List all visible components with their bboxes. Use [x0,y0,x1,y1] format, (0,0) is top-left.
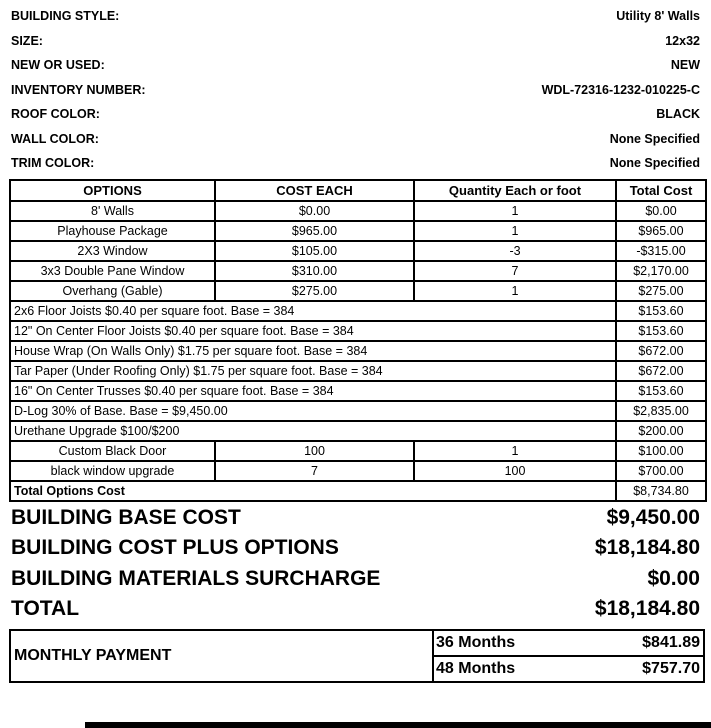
summary-value: $18,184.80 [594,597,700,621]
table-row [10,241,706,261]
info-label: SIZE: [11,33,43,48]
option-description-cell: 2x6 Floor Joists $0.40 per square foot. Base = 384 [10,301,616,321]
total-cost-cell: $153.60 [616,381,706,401]
cost-each-cell: $105.00 [215,241,414,261]
cost-each-cell: $275.00 [215,281,414,301]
total-options-cost-row [10,481,706,501]
info-value: None Specified [609,131,700,146]
option-cell: 3x3 Double Pane Window [10,261,215,281]
monthly-payment-label: MONTHLY PAYMENT [10,630,433,682]
option-description-cell: Tar Paper (Under Roofing Only) $1.75 per square foot. Base = 384 [10,361,616,381]
option-cell: Overhang (Gable) [10,281,215,301]
summary-value: $9,450.00 [606,505,700,529]
total-options-cost-value: $8,734.80 [616,481,706,501]
cost-each-cell: 7 [215,461,414,481]
cost-each-cell: 100 [215,441,414,461]
total-cost-cell: $672.00 [616,341,706,361]
option-cell: 2X3 Window [10,241,215,261]
monthly-payment-table [9,629,705,683]
summary-label: BUILDING MATERIALS SURCHARGE [11,566,381,590]
table-row [10,301,706,321]
total-cost-cell: $672.00 [616,361,706,381]
info-row-roof-color [11,102,700,127]
total-cost-cell: $200.00 [616,421,706,441]
total-options-cost-label: Total Options Cost [10,481,616,501]
option-cell: Playhouse Package [10,221,215,241]
info-label: NEW OR USED: [11,58,105,73]
bottom-partial-rule [85,722,711,728]
option-description-cell: Urethane Upgrade $100/$200 [10,421,616,441]
total-cost-cell: $700.00 [616,461,706,481]
option-description-cell: D-Log 30% of Base. Base = $9,450.00 [10,401,616,421]
table-row [10,461,706,481]
summary-label: BUILDING COST PLUS OPTIONS [11,536,339,560]
summary-row-cost-plus-options [11,533,700,564]
summary-value: $18,184.80 [594,536,700,560]
table-row [10,321,706,341]
table-row [10,441,706,461]
quantity-cell: 100 [414,461,616,481]
quantity-cell: 1 [414,281,616,301]
option-description-cell: 12" On Center Floor Joists $0.40 per square foot. Base = 384 [10,321,616,341]
table-row [10,421,706,441]
total-cost-cell: -$315.00 [616,241,706,261]
info-value: WDL-72316-1232-010225-C [541,82,700,97]
info-label: WALL COLOR: [11,131,99,146]
option-description-cell: 16" On Center Trusses $0.40 per square foot. Base = 384 [10,381,616,401]
summary-row-base-cost [11,503,700,534]
header-quantity: Quantity Each or foot [414,180,616,201]
term-36-months-cell [433,630,704,656]
total-cost-cell: $100.00 [616,441,706,461]
table-row [10,221,706,241]
header-cost-each: COST EACH [215,180,414,201]
info-value: Utility 8' Walls [616,9,700,24]
total-cost-cell: $275.00 [616,281,706,301]
table-row [10,381,706,401]
total-cost-cell: $965.00 [616,221,706,241]
total-cost-cell: $153.60 [616,301,706,321]
info-row-wall-color [11,127,700,152]
cost-summary-section [0,502,711,625]
cost-each-cell: $0.00 [215,201,414,221]
table-row [10,341,706,361]
term-months: 36 Months [436,633,516,651]
total-cost-cell: $0.00 [616,201,706,221]
info-row-inventory-number [11,78,700,103]
info-row-building-style [11,4,700,29]
table-row [10,361,706,381]
option-description-cell: House Wrap (On Walls Only) $1.75 per square foot. Base = 384 [10,341,616,361]
options-header-row [10,180,706,201]
term-months: 48 Months [436,659,516,677]
header-total-cost: Total Cost [616,180,706,201]
building-info-section [0,0,711,176]
info-row-trim-color [11,151,700,176]
option-cell: 8' Walls [10,201,215,221]
term-48-months-cell [433,656,704,682]
quantity-cell: 1 [414,201,616,221]
info-value: NEW [670,58,700,73]
quantity-cell: 1 [414,441,616,461]
info-row-new-or-used [11,53,700,78]
summary-label: BUILDING BASE COST [11,505,241,529]
summary-row-total [11,594,700,625]
table-row [10,401,706,421]
info-row-size [11,29,700,54]
table-row [10,630,704,656]
table-row [10,261,706,281]
total-cost-cell: $2,835.00 [616,401,706,421]
total-cost-cell: $153.60 [616,321,706,341]
summary-row-materials-surcharge [11,564,700,595]
options-table [9,179,707,502]
cost-each-cell: $310.00 [215,261,414,281]
total-cost-cell: $2,170.00 [616,261,706,281]
option-cell: black window upgrade [10,461,215,481]
quantity-cell: 7 [414,261,616,281]
option-cell: Custom Black Door [10,441,215,461]
info-label: TRIM COLOR: [11,156,95,171]
info-label: BUILDING STYLE: [11,9,120,24]
summary-label: TOTAL [11,597,80,621]
term-amount: $841.89 [642,633,700,651]
term-amount: $757.70 [642,659,700,677]
quantity-cell: -3 [414,241,616,261]
quantity-cell: 1 [414,221,616,241]
table-row [10,281,706,301]
info-label: ROOF COLOR: [11,107,100,122]
header-options: OPTIONS [10,180,215,201]
info-value: None Specified [609,156,700,171]
cost-each-cell: $965.00 [215,221,414,241]
info-value: 12x32 [665,33,700,48]
table-row [10,201,706,221]
info-value: BLACK [656,107,700,122]
info-label: INVENTORY NUMBER: [11,82,146,97]
summary-value: $0.00 [647,566,700,590]
